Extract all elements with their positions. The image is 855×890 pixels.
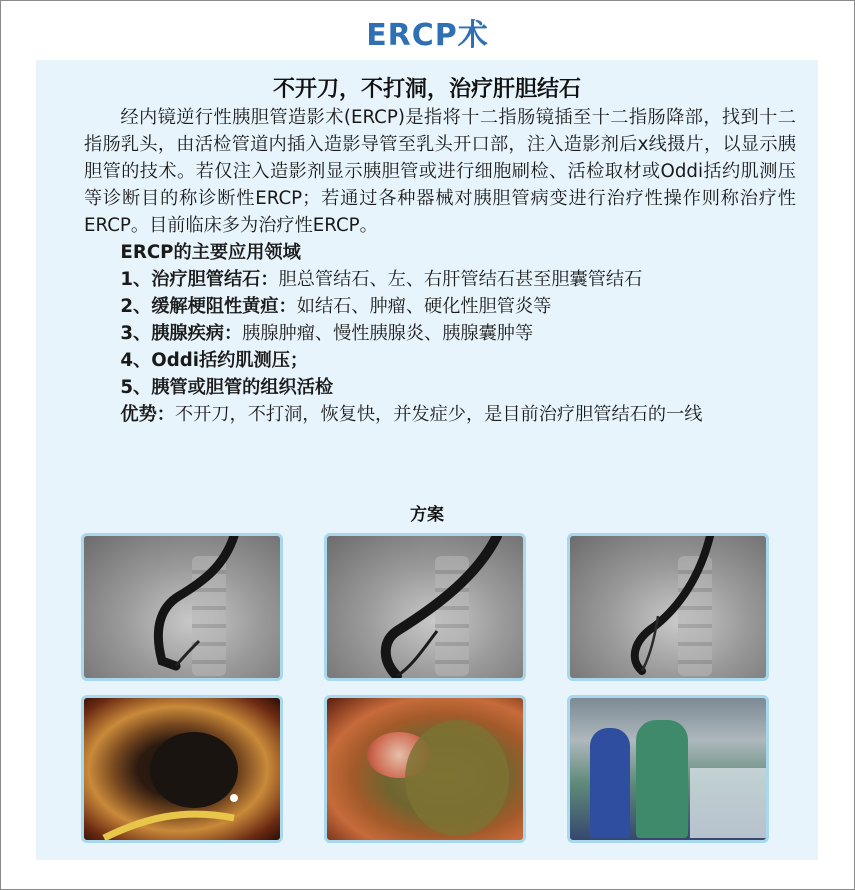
advantage-text: 不开刀，不打洞，恢复快，并发症少，是目前治疗胆管结石的一线 — [174, 404, 703, 425]
item-text: 胰腺肿瘤、慢性胰腺炎、胰腺囊肿等 — [242, 323, 534, 344]
stone-shape — [327, 698, 526, 843]
item-label: 3、胰腺疾病： — [120, 323, 243, 344]
fluoroscopy-image-2 — [324, 533, 526, 681]
item-label: 1、治疗胆管结石： — [120, 269, 279, 290]
fluoroscopy-image-3 — [567, 533, 769, 681]
stone-shape — [84, 698, 283, 843]
surgeon-figure — [590, 728, 630, 838]
scheme-label: 方案 — [410, 505, 444, 525]
section-heading: ERCP的主要应用领域 — [120, 242, 301, 263]
article-body — [84, 104, 796, 428]
surgeon-figure — [636, 720, 688, 838]
endoscope-shape — [84, 536, 283, 681]
list-item — [84, 347, 796, 374]
advantage-label: 优势： — [120, 404, 175, 425]
item-label: 4、Oddi括约肌测压； — [120, 350, 309, 371]
fluoroscopy-image-1 — [81, 533, 283, 681]
endoscope-shape — [327, 536, 526, 681]
surgical-drape — [690, 768, 769, 838]
list-item — [84, 374, 796, 401]
item-label: 5、胰管或胆管的组织活检 — [120, 377, 334, 398]
endoscopy-image-1 — [81, 695, 283, 843]
headline: 不开刀，不打洞，治疗肝胆结石 — [272, 77, 581, 102]
item-label: 2、缓解梗阻性黄疸： — [120, 296, 297, 317]
advantage-paragraph — [84, 401, 796, 428]
operating-room-photo — [567, 695, 769, 843]
list-item — [84, 293, 796, 320]
endoscope-shape — [570, 536, 769, 681]
page-title: ERCP术 — [366, 18, 489, 53]
item-text: 如结石、肿瘤、硬化性胆管炎等 — [296, 296, 552, 317]
list-item — [84, 320, 796, 347]
endoscopy-image-2 — [324, 695, 526, 843]
list-item — [84, 266, 796, 293]
intro-paragraph: 经内镜逆行性胰胆管造影术(ERCP)是指将十二指肠镜插至十二指肠降部，找到十二指肠乳头，由活检管道内插入造影导管至乳头开口部，注入造影剂后x线摄片，以显示胰胆管的技术。若仅注入造影剂显示胰胆管或进行细胞刷检、活检取材或Oddi括约肌测压等诊断目的称诊断性ERCP；若通过各种器械对胰胆管病变进行治疗性操作则称治疗性ERCP。目前临床多为治疗性ERCP。 — [84, 107, 796, 236]
item-text: 胆总管结石、左、右肝管结石甚至胆囊管结石 — [278, 269, 643, 290]
content-panel — [36, 60, 818, 860]
